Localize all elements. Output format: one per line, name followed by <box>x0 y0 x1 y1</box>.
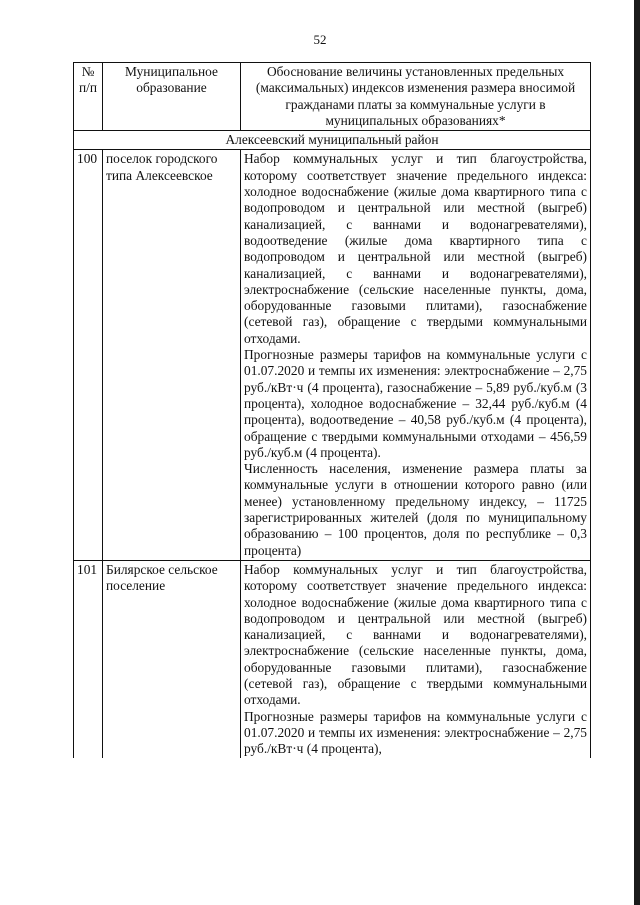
services-paragraph: Набор коммунальных услуг и тип благоустройства, которому соответствует значение предельного индекса: холодное водоснабжение (жилые дома квартирного типа с водопроводом и центральной или местной (выгреб) канализацией, с ваннами и водонагревателями), электроснабжение (сельские населенные пункты, дома, оборудованные газовыми плитами), газоснабжение (сетевой газ), обращение с твердыми коммунальными отходами. <box>244 561 587 708</box>
page-number: 52 <box>313 32 327 47</box>
tariffs-paragraph: Прогнозные размеры тарифов на коммунальные услуги с 01.07.2020 и темпы их изменения: электроснабжение – 2,75 руб./кВт·ч (4 процента), газоснабжение – 5,89 руб./куб.м (3 процента), холодное водоснабжение – 32,44 руб./куб.м (4 процента), водоотведение – 40,58 руб./куб.м (4 процента), обращение с твердыми коммунальными отходами – 456,59 руб./куб.м (4 процента). <box>244 347 587 460</box>
scan-edge <box>634 0 640 905</box>
tariffs-paragraph: Прогнозные размеры тарифов на коммунальные услуги с 01.07.2020 и темпы их изменения: электроснабжение – 2,75 руб./кВт·ч (4 процента), <box>244 708 587 757</box>
municipality-name: Билярское сельское поселение <box>103 560 241 758</box>
population-paragraph: Численность населения, изменение размера платы за коммунальные услуги в отношении которого равно (или менее) установленному предельному индексу, – 11725 зарегистрированных жителей (доля по муниципальному образованию – 100 процентов, доля по республике – 0,3 процента) <box>244 461 587 558</box>
table-row <box>74 560 591 758</box>
region-name: Алексеевский муниципальный район <box>74 131 591 150</box>
region-row <box>74 131 591 150</box>
header-justification: Обоснование величины установленных предельных (максимальных) индексов изменения размера вносимой гражданами платы за коммунальные услуги в муниципальных образованиях* <box>241 63 591 131</box>
row-number: 100 <box>74 150 103 560</box>
municipality-name: поселок городского типа Алексеевское <box>103 150 241 560</box>
justification-cell <box>241 560 591 758</box>
table-header-row <box>74 63 591 131</box>
justification-cell <box>241 150 591 560</box>
tariff-table <box>73 62 591 758</box>
header-municipality: Муниципальное образование <box>103 63 241 131</box>
table-row <box>74 150 591 560</box>
header-num: № п/п <box>74 63 103 131</box>
services-paragraph: Набор коммунальных услуг и тип благоустройства, которому соответствует значение предельного индекса: холодное водоснабжение (жилые дома квартирного типа с водопроводом и центральной или местной (выгреб) канализацией, с ваннами и водонагревателями), водоотведение (жилые дома квартирного типа с водопроводом и центральной или местной (выгреб) канализацией, с ваннами и водонагревателями), электроснабжение (сельские населенные пункты, дома, оборудованные газовыми плитами), газоснабжение (сетевой газ), обращение с твердыми коммунальными отходами. <box>244 151 587 346</box>
row-number: 101 <box>74 560 103 758</box>
